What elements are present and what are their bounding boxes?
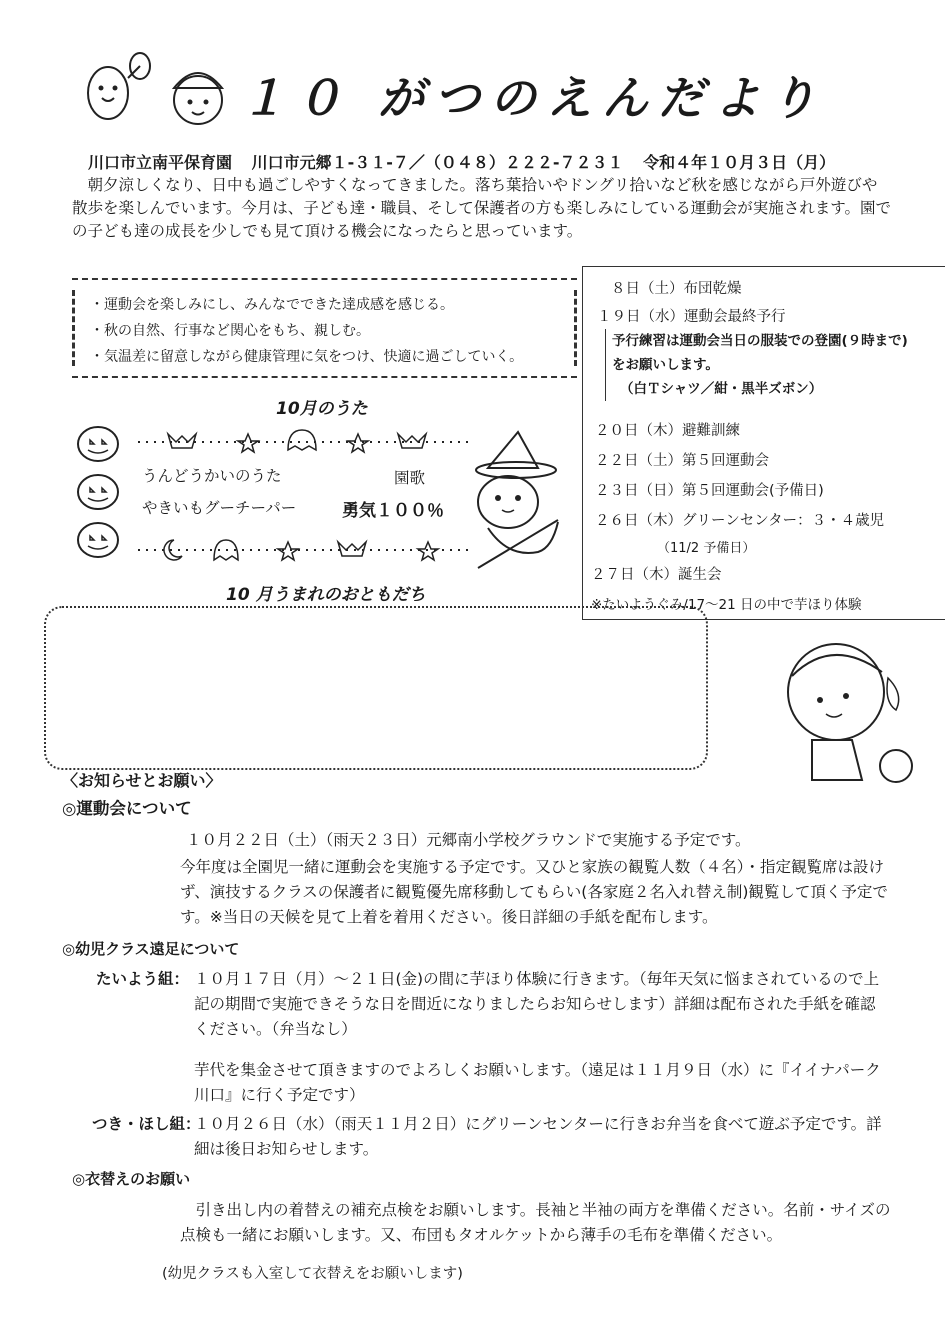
notices-heading: 〈お知らせとお願い〉: [62, 771, 222, 790]
birthday-heading: 10 月うまれのおともだち: [226, 585, 426, 605]
halloween-garland-bottom-icon: [138, 536, 468, 566]
notice-text: 芋代を集金させて頂きますのでよろしくお願いします。（遠足は１１月９日（水）に『イイナパーク川口』に行く予定です）: [194, 1061, 881, 1104]
songs-heading: 10月のうた: [276, 399, 368, 419]
school-name: 川口市立南平保育園: [88, 153, 233, 172]
song-title: うんどうかいのうた: [142, 467, 282, 485]
goal-item: ・秋の自然、行事など関心をもち、親しむ。: [90, 323, 370, 339]
issue-date: 令和４年１０月３日（月）: [643, 153, 836, 172]
song-label: 園歌: [394, 469, 426, 487]
song-title: やきいもグーチーパー: [142, 499, 297, 517]
notice-text: 今年度は全園児一緒に運動会を実施する予定です。又ひと家族の観覧人数（４名）・指定観覧席は設けず、演技するクラスの保護者に観覧優先席移動してもらい(各家庭２名入れ替え制)観覧して頂く予定です。※当日の天候を見て上着を着用ください。後日詳細の手紙を配布します。: [180, 858, 888, 926]
section-title: ◎幼児クラス遠足について: [62, 940, 240, 958]
notice-text: １０月２２日（土）（雨天２３日）元郷南小学校グラウンドで実施する予定です。: [186, 831, 751, 849]
goal-item: ・運動会を楽しみにし、みんなでできた達成感を感じる。: [90, 297, 454, 313]
jack-o-lantern-icon: [74, 420, 138, 570]
section-title: ◎運動会について: [62, 799, 192, 818]
schedule-item: ２７日（木）誕生会: [591, 567, 722, 583]
notice-text: １０月１７日（月）～２１日(金)の間に芋ほり体験に行きます。（毎年天気に悩まされているので上記の期間で実施できそうな日を間近になりましたらお知らせします）詳細は配布された手紙を確認ください。（弁当なし）: [194, 970, 880, 1038]
school-address: 川口市元郷１-３１-７／（０４８）２２２-７２３１: [251, 153, 624, 172]
header-info: [88, 150, 849, 173]
acorn-character-icon: [162, 50, 242, 130]
notice-text: 引き出し内の着替えの補充点検をお願いします。長袖と半袖の両方を準備ください。名前・サイズの点検も一緒にお願いします。又、布団もタオルケットから薄手の毛布を準備ください。: [180, 1201, 891, 1244]
notice-text: (幼児クラスも入室して衣替えをお願いします): [162, 1266, 463, 1282]
intro-paragraph: 朝夕涼しくなり、日中も過ごしやすくなってきました。落ち葉拾いやドングリ拾いなど秋を感じながら戸外遊びや散歩を楽しんでいます。今月は、子ども達・職員、そして保護者の方も楽しみにしている運動会が実施されます。園での子ども達の成長を少しでも見て頂ける機会になったらと思っています。: [72, 176, 892, 240]
schedule-item: ※たいようぐみ/17～21 日の中で芋ほり体験: [591, 597, 862, 613]
class-label: つき・ほし組：: [92, 1115, 201, 1133]
halloween-garland-top-icon: [138, 426, 468, 456]
birthday-box: [44, 606, 708, 770]
notice-text: １０月２６日（水）（雨天１１月２日）にグリーンセンターに行きお弁当を食べて遊ぶ予定です。詳細は後日お知らせします。: [194, 1115, 882, 1158]
sweet-potato-character-icon: [78, 48, 158, 128]
schedule-item: １９日（水）運動会最終予行: [597, 309, 786, 325]
schedule-item-sub: （11/2 予備日）: [657, 541, 756, 556]
schedule-note: 予行練習は運動会当日の服装での登園(９時まで) をお願いします。 （白Ｔシャツ／紺・黒半ズボン）: [605, 329, 932, 401]
boy-kicking-ball-icon: [772, 636, 922, 800]
page-title: １０ がつのえんだより: [240, 71, 827, 125]
section-title: ◎衣替えのお願い: [72, 1170, 191, 1188]
class-label: たいよう組：: [96, 970, 190, 988]
song-title: 勇気１００％: [342, 501, 444, 521]
monthly-goals-box: [72, 278, 577, 378]
goal-item: ・気温差に留意しながら健康管理に気をつけ、快適に過ごしていく。: [90, 349, 524, 365]
schedule-item: ２３日（日）第５回運動会(予備日): [595, 483, 824, 499]
witch-cat-icon: [468, 428, 574, 578]
schedule-item: ８日（土）布団乾燥: [611, 281, 742, 297]
schedule-item: ２２日（土）第５回運動会: [595, 453, 769, 469]
schedule-item: ２６日（木）グリーンセンター：３・４歳児: [595, 513, 885, 529]
schedule-box: [582, 266, 945, 620]
schedule-item: ２０日（木）避難訓練: [595, 423, 740, 439]
